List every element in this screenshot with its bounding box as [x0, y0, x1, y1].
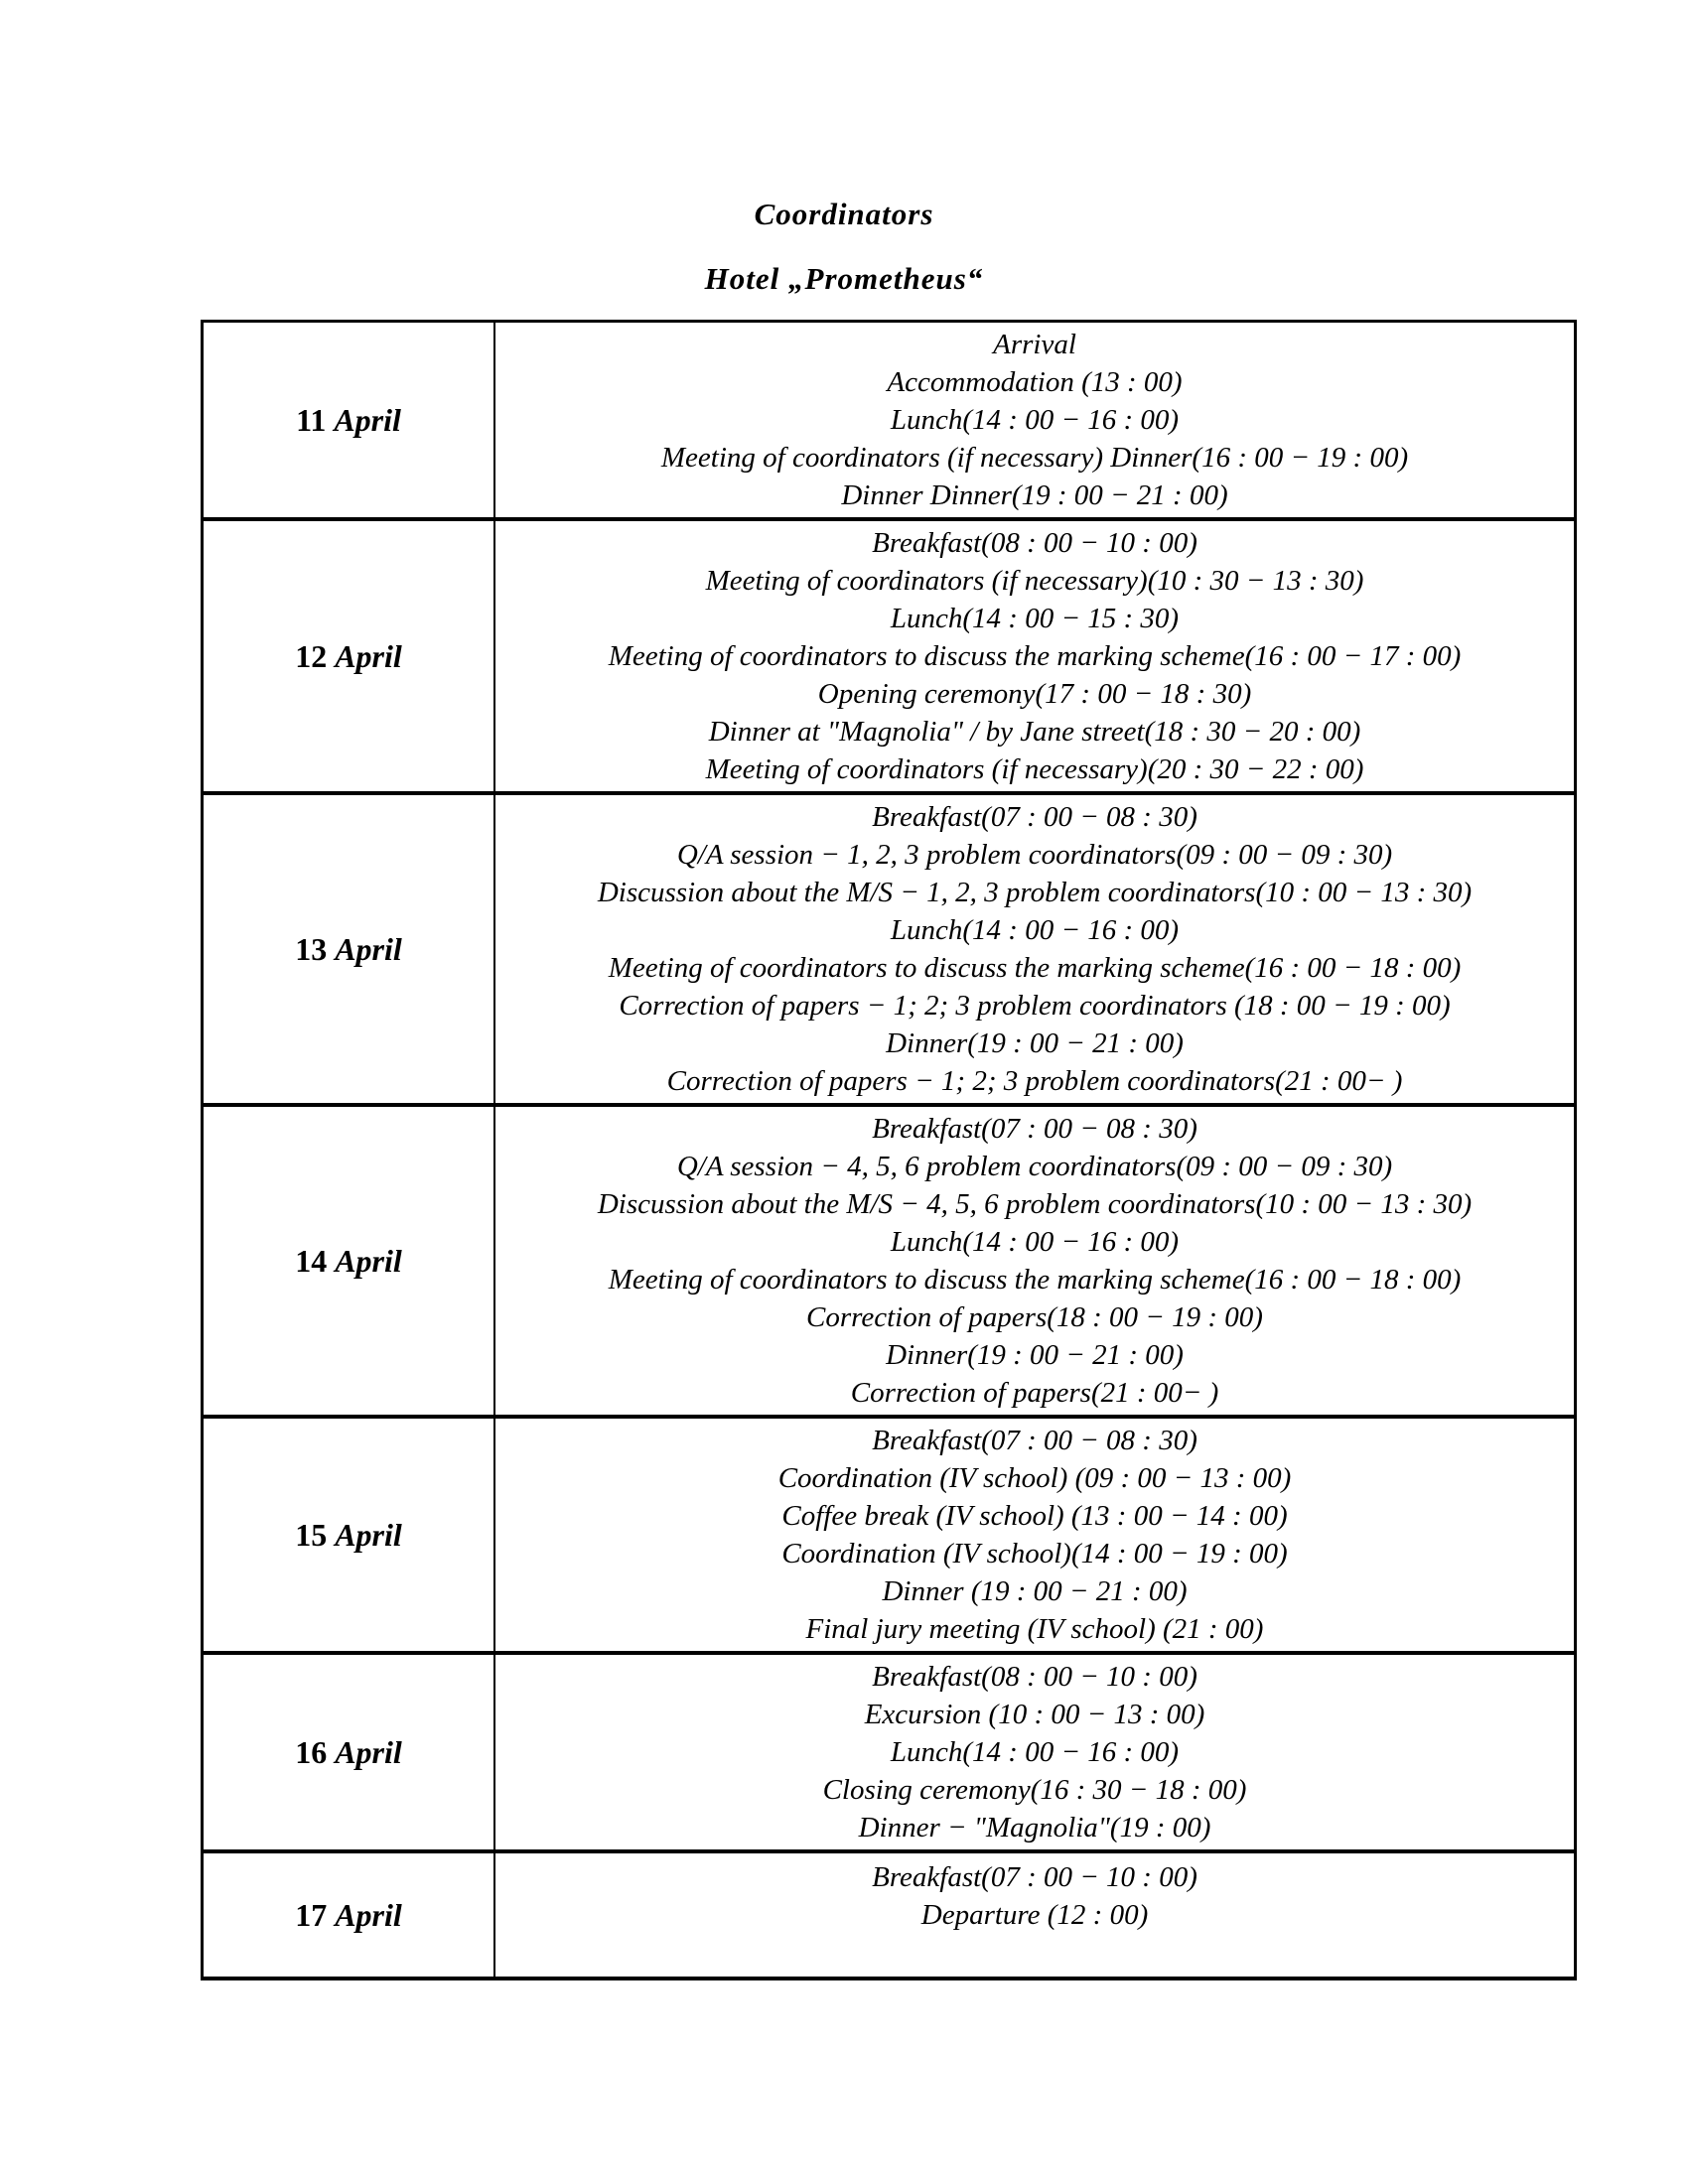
- event-line: Discussion about the M/S − 4, 5, 6 problem coordinators(10 : 00 − 13 : 30): [597, 1188, 1473, 1220]
- event-line: Accommodation (13 : 00): [887, 366, 1183, 398]
- event-line: Meeting of coordinators to discuss the marking scheme(16 : 00 − 17 : 00): [608, 640, 1462, 672]
- date-month: April: [334, 401, 401, 438]
- event-line: Lunch(14 : 00 − 16 : 00): [890, 404, 1180, 436]
- event-line: Meeting of coordinators to discuss the marking scheme(16 : 00 − 18 : 00): [608, 952, 1462, 984]
- page-subtitle: Hotel „Prometheus“: [704, 261, 984, 296]
- event-line: Opening ceremony(17 : 00 − 18 : 30): [817, 678, 1252, 710]
- date-month: April: [335, 637, 402, 674]
- event-line: Breakfast(07 : 00 − 08 : 30): [872, 1113, 1197, 1145]
- event-line: Coordination (IV school) (09 : 00 − 13 : 00): [777, 1462, 1292, 1494]
- event-line: Closing ceremony(16 : 30 − 18 : 00): [822, 1774, 1247, 1806]
- date-number: 13: [295, 930, 328, 967]
- event-line: Dinner(19 : 00 − 21 : 00): [886, 1027, 1184, 1059]
- date-cell: [203, 793, 495, 1105]
- events-cell: [494, 1105, 1576, 1417]
- date-number: 15: [295, 1516, 328, 1553]
- page-title: Coordinators: [754, 197, 934, 231]
- event-line: Dinner − "Magnolia"(19 : 00): [858, 1812, 1211, 1843]
- event-line: Dinner (19 : 00 − 21 : 00): [882, 1575, 1188, 1607]
- date-cell: [203, 519, 495, 793]
- event-line: Arrival: [993, 329, 1076, 360]
- event-line: Coordination (IV school)(14 : 00 − 19 : 00): [781, 1538, 1288, 1570]
- event-line: Dinner Dinner(19 : 00 − 21 : 00): [841, 479, 1228, 511]
- event-line: Lunch(14 : 00 − 16 : 00): [890, 1736, 1180, 1768]
- event-line: Excursion (10 : 00 − 13 : 00): [864, 1699, 1205, 1730]
- event-line: Correction of papers(18 : 00 − 19 : 00): [806, 1301, 1263, 1333]
- date-number: 11: [296, 401, 327, 438]
- event-line: Q/A session − 1, 2, 3 problem coordinators(09 : 00 − 09 : 30): [676, 839, 1393, 871]
- table-row-15-april: [203, 1417, 1576, 1653]
- table-row-13-april: [203, 793, 1576, 1105]
- event-line: Discussion about the M/S − 1, 2, 3 problem coordinators(10 : 00 − 13 : 30): [597, 877, 1473, 908]
- event-line: Coffee break (IV school) (13 : 00 − 14 : 00): [781, 1500, 1288, 1532]
- date-number: 14: [295, 1242, 328, 1279]
- events-cell: [494, 793, 1576, 1105]
- event-line: Meeting of coordinators (if necessary) Dinner(16 : 00 − 19 : 00): [660, 442, 1409, 474]
- date-month: April: [335, 1516, 402, 1553]
- table-row-12-april: [203, 519, 1576, 793]
- date-cell: [203, 1653, 495, 1851]
- event-line: Correction of papers(21 : 00− ): [850, 1377, 1219, 1409]
- schedule-table: [201, 320, 1577, 1980]
- date-month: April: [335, 1733, 402, 1770]
- event-line: Breakfast(07 : 00 − 08 : 30): [872, 801, 1197, 833]
- table-row-11-april: [203, 322, 1576, 520]
- event-line: Breakfast(08 : 00 − 10 : 00): [872, 1661, 1197, 1693]
- date-number: 17: [295, 1896, 328, 1933]
- events-cell: [494, 519, 1576, 793]
- event-line: Breakfast(07 : 00 − 10 : 00): [872, 1861, 1197, 1893]
- date-month: April: [335, 1242, 402, 1279]
- date-number: 12: [295, 637, 328, 674]
- date-cell: [203, 1851, 495, 1979]
- date-cell: [203, 1105, 495, 1417]
- events-cell: [494, 322, 1576, 520]
- event-line: Meeting of coordinators (if necessary)(10 : 30 − 13 : 30): [705, 565, 1364, 597]
- table-row-16-april: [203, 1653, 1576, 1851]
- event-line: Meeting of coordinators (if necessary)(20 : 30 − 22 : 00): [705, 753, 1364, 785]
- date-month: April: [335, 1896, 402, 1933]
- date-month: April: [335, 930, 402, 967]
- event-line: Breakfast(07 : 00 − 08 : 30): [872, 1425, 1197, 1456]
- date-number: 16: [295, 1733, 328, 1770]
- event-line: Lunch(14 : 00 − 16 : 00): [890, 1226, 1180, 1258]
- table-row-17-april: [203, 1851, 1576, 1979]
- events-cell: [494, 1851, 1576, 1979]
- date-cell: [203, 322, 495, 520]
- table-row-14-april: [203, 1105, 1576, 1417]
- event-line: Correction of papers − 1; 2; 3 problem coordinators(21 : 00− ): [666, 1065, 1403, 1097]
- events-cell: [494, 1653, 1576, 1851]
- events-cell: [494, 1417, 1576, 1653]
- event-line: Meeting of coordinators to discuss the marking scheme(16 : 00 − 18 : 00): [608, 1264, 1462, 1296]
- date-cell: [203, 1417, 495, 1653]
- event-line: Final jury meeting (IV school) (21 : 00): [805, 1613, 1264, 1645]
- event-line: Q/A session − 4, 5, 6 problem coordinators(09 : 00 − 09 : 30): [676, 1151, 1393, 1182]
- event-line: Lunch(14 : 00 − 16 : 00): [890, 914, 1180, 946]
- event-line: Dinner at "Magnolia" / by Jane street(18 : 30 − 20 : 00): [708, 716, 1361, 748]
- event-line: Dinner(19 : 00 − 21 : 00): [886, 1339, 1184, 1371]
- event-line: Correction of papers − 1; 2; 3 problem coordinators (18 : 00 − 19 : 00): [619, 990, 1451, 1022]
- event-line: Lunch(14 : 00 − 15 : 30): [890, 603, 1180, 634]
- event-line: Departure (12 : 00): [920, 1899, 1149, 1931]
- event-line: Breakfast(08 : 00 − 10 : 00): [872, 527, 1197, 559]
